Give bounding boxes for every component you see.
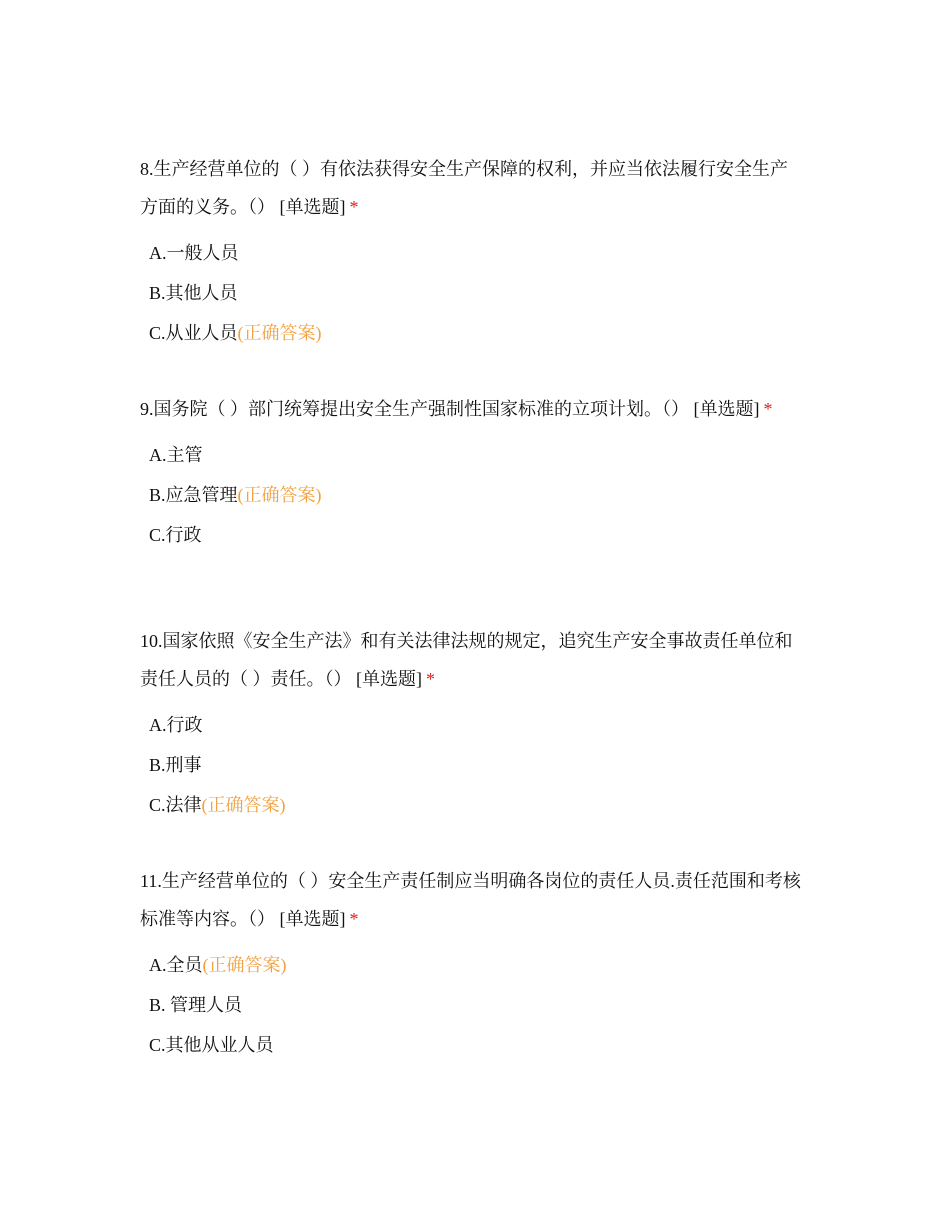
option-c[interactable] <box>140 785 805 825</box>
question-8 <box>140 150 805 353</box>
option-label: A.全员 <box>149 955 203 975</box>
required-marker: * <box>349 197 359 217</box>
option-label: A.一般人员 <box>149 243 239 263</box>
correct-answer-tag: (正确答案) <box>237 485 322 505</box>
option-c[interactable] <box>140 1025 805 1065</box>
option-label: A.主管 <box>149 445 203 465</box>
option-a[interactable] <box>140 705 805 745</box>
option-a[interactable] <box>140 233 805 273</box>
option-label: C.其他从业人员 <box>149 1035 274 1055</box>
question-stem: 11.生产经营单位的（ ）安全生产责任制应当明确各岗位的责任人员.责任范围和考核标准等内容。（） [单选题] <box>140 871 801 929</box>
option-label: B.其他人员 <box>149 283 238 303</box>
question-stem: 9.国务院（ ）部门统筹提出安全生产强制性国家标准的立项计划。（） [单选题] <box>140 399 760 419</box>
option-list <box>140 945 805 1065</box>
option-b[interactable] <box>140 273 805 313</box>
option-list <box>140 233 805 353</box>
option-b[interactable] <box>140 985 805 1025</box>
question-stem: 8.生产经营单位的（ ）有依法获得安全生产保障的权利，并应当依法履行安全生产方面的义务。（） [单选题] <box>140 159 788 217</box>
option-a[interactable] <box>140 435 805 475</box>
option-label: B.应急管理 <box>149 485 238 505</box>
question-text <box>140 862 805 938</box>
question-11 <box>140 862 805 1065</box>
question-stem: 10.国家依照《安全生产法》和有关法律法规的规定，追究生产安全事故责任单位和责任人员的（ ）责任。（） [单选题] <box>140 631 793 689</box>
question-text <box>140 622 805 698</box>
question-9 <box>140 390 805 555</box>
required-marker: * <box>349 909 359 929</box>
required-marker: * <box>426 669 435 689</box>
correct-answer-tag: (正确答案) <box>237 323 322 343</box>
correct-answer-tag: (正确答案) <box>202 955 287 975</box>
option-list <box>140 435 805 555</box>
question-text <box>140 150 805 226</box>
option-label: C.行政 <box>149 525 202 545</box>
required-marker: * <box>763 399 773 419</box>
option-a[interactable] <box>140 945 805 985</box>
option-c[interactable] <box>140 515 805 555</box>
option-label: B. 管理人员 <box>149 995 243 1015</box>
question-text <box>140 390 805 428</box>
option-label: C.法律 <box>149 795 202 815</box>
option-b[interactable] <box>140 475 805 515</box>
correct-answer-tag: (正确答案) <box>201 795 286 815</box>
question-10 <box>140 622 805 825</box>
option-label: A.行政 <box>149 715 203 735</box>
option-label: B.刑事 <box>149 755 202 775</box>
option-list <box>140 705 805 825</box>
option-label: C.从业人员 <box>149 323 238 343</box>
option-c[interactable] <box>140 313 805 353</box>
option-b[interactable] <box>140 745 805 785</box>
